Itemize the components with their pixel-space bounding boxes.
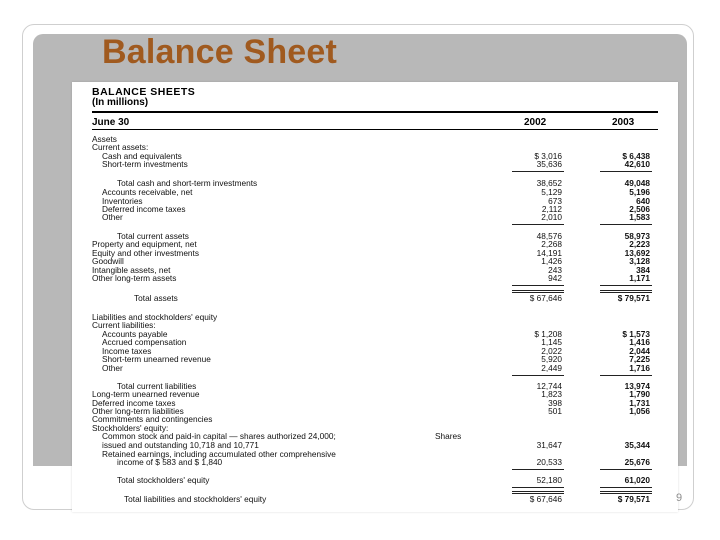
row-label: Accrued compensation	[102, 337, 187, 347]
table-row	[72, 458, 678, 467]
value-2002: 5,920	[541, 354, 562, 364]
row-label: Retained earnings, including accumulated other comprehensive	[102, 449, 336, 459]
row-label: Assets	[92, 134, 117, 144]
subtotal-rule	[600, 487, 652, 488]
value-2002: 31,647	[536, 440, 562, 450]
value-2003: 13,974	[624, 381, 650, 391]
row-label: Intangible assets, net	[92, 265, 171, 275]
row-label: Cash and equivalents	[102, 151, 182, 161]
row-label: Commitments and contingencies	[92, 414, 213, 424]
row-label: Common stock and paid-in capital — shares authorized 24,000;	[102, 431, 336, 441]
value-2003: 2,506	[629, 204, 650, 214]
subtotal-rule	[512, 171, 564, 172]
value-2002: 942	[548, 273, 562, 283]
row-label: Total stockholders' equity	[117, 475, 210, 485]
value-2003: 1,731	[629, 398, 650, 408]
subtotal-rule	[512, 285, 564, 286]
period-label: June 30	[92, 117, 130, 128]
row-label: Accounts receivable, net	[102, 187, 193, 197]
value-2003: 3,128	[629, 256, 650, 266]
value-2003: 1,583	[629, 212, 650, 222]
row-label: Current assets:	[92, 142, 149, 152]
row-label: Total assets	[134, 293, 178, 303]
value-2003: $ 6,438	[622, 151, 650, 161]
value-2002: 5,129	[541, 187, 562, 197]
row-label: Total cash and short-term investments	[117, 178, 258, 188]
value-2002: 38,652	[536, 178, 562, 188]
value-2003: $ 79,571	[617, 494, 650, 504]
subtotal-rule	[512, 487, 564, 488]
subtotal-rule	[600, 469, 652, 470]
heading-rule	[92, 111, 658, 113]
value-2003: 35,344	[624, 440, 650, 450]
value-2002: 2,112	[541, 204, 562, 214]
table-row	[72, 294, 678, 303]
year-2003-header: 2003	[612, 117, 635, 128]
row-label: Deferred income taxes	[92, 398, 176, 408]
row-label: Goodwill	[92, 256, 124, 266]
value-2002: 501	[548, 406, 562, 416]
value-2003: 58,973	[624, 231, 650, 241]
subtotal-rule	[512, 469, 564, 470]
subtotal-rule	[600, 285, 652, 286]
value-2002: 14,191	[536, 248, 562, 258]
total-double-rule	[512, 290, 564, 293]
subtotal-rule	[600, 375, 652, 376]
value-2003: 7,225	[629, 354, 650, 364]
value-2003: 61,020	[624, 475, 650, 485]
row-label: issued and outstanding 10,718 and 10,771	[102, 440, 259, 450]
table-row	[72, 495, 678, 504]
subtotal-rule	[512, 375, 564, 376]
value-2003: 1,171	[629, 273, 650, 283]
total-double-rule	[512, 491, 564, 494]
table-row	[72, 274, 678, 283]
value-2002: 35,636	[536, 159, 562, 169]
value-2002: $ 1,208	[534, 329, 562, 339]
value-2002: 52,180	[536, 475, 562, 485]
value-2002: 20,533	[536, 457, 562, 467]
year-2002-header: 2002	[524, 117, 547, 128]
row-label: Equity and other investments	[92, 248, 199, 258]
row-label: Inventories	[102, 196, 143, 206]
value-2003: 1,416	[629, 337, 650, 347]
row-label: Property and equipment, net	[92, 239, 197, 249]
value-2002: 1,426	[541, 256, 562, 266]
slide-title: Balance Sheet	[102, 33, 338, 71]
subtotal-rule	[600, 224, 652, 225]
value-2002: 48,576	[536, 231, 562, 241]
header-rule	[92, 129, 658, 130]
table-row	[72, 476, 678, 485]
value-2003: $ 1,573	[622, 329, 650, 339]
table-row	[72, 188, 678, 197]
row-label: Income taxes	[102, 346, 152, 356]
table-row	[72, 213, 678, 222]
table-row	[72, 364, 678, 373]
row-label: Total current liabilities	[117, 381, 197, 391]
row-label: Total liabilities and stockholders' equity	[124, 494, 267, 504]
value-2003: 2,044	[629, 346, 650, 356]
value-2003: 49,048	[624, 178, 650, 188]
value-2003: 13,692	[624, 248, 650, 258]
row-label: income of $ 583 and $ 1,840	[117, 457, 223, 467]
row-label: Liabilities and stockholders' equity	[92, 312, 218, 322]
value-2003: 1,790	[629, 389, 650, 399]
value-2003: 384	[636, 265, 650, 275]
row-label: Long-term unearned revenue	[92, 389, 200, 399]
value-2003: 1,716	[629, 363, 650, 373]
table-row	[72, 160, 678, 169]
row-label: Short-term investments	[102, 159, 188, 169]
value-2002: $ 67,646	[529, 494, 562, 504]
value-2002: 2,449	[541, 363, 562, 373]
subtotal-rule	[512, 224, 564, 225]
row-label: Other long-term assets	[92, 273, 177, 283]
slide-number: 9	[676, 492, 683, 504]
value-2002: 1,823	[541, 389, 562, 399]
document-heading: BALANCE SHEETS	[92, 86, 196, 98]
value-2002: 2,010	[541, 212, 562, 222]
value-2003: 42,610	[624, 159, 650, 169]
value-2002: 2,022	[541, 346, 562, 356]
value-2002: 243	[548, 265, 562, 275]
value-2002: 1,145	[541, 337, 562, 347]
document-subheading: (In millions)	[92, 97, 149, 108]
value-2002: 2,268	[541, 239, 562, 249]
table-row	[72, 355, 678, 364]
value-2003: $ 79,571	[617, 293, 650, 303]
row-label: Other	[102, 363, 123, 373]
total-double-rule	[600, 290, 652, 293]
row-label: Short-term unearned revenue	[102, 354, 211, 364]
row-label: Total current assets	[117, 231, 189, 241]
value-2003: 640	[636, 196, 650, 206]
value-2002: $ 67,646	[529, 293, 562, 303]
value-2003: 2,223	[629, 239, 650, 249]
row-label: Deferred income taxes	[102, 204, 186, 214]
row-label: Other long-term liabilities	[92, 406, 184, 416]
value-2002: 12,744	[536, 381, 562, 391]
value-2003: 25,676	[624, 457, 650, 467]
row-label: Current liabilities:	[92, 320, 156, 330]
row-label: Other	[102, 212, 123, 222]
value-2002: $ 3,016	[534, 151, 562, 161]
row-label: Accounts payable	[102, 329, 168, 339]
value-2002: 673	[548, 196, 562, 206]
total-double-rule	[600, 491, 652, 494]
row-note: Shares	[435, 431, 462, 441]
row-label: Stockholders' equity:	[92, 423, 169, 433]
value-2002: 398	[548, 398, 562, 408]
value-2003: 1,056	[629, 406, 650, 416]
balance-sheet-document	[72, 82, 678, 512]
table-row	[72, 338, 678, 347]
subtotal-rule	[600, 171, 652, 172]
value-2003: 5,196	[629, 187, 650, 197]
